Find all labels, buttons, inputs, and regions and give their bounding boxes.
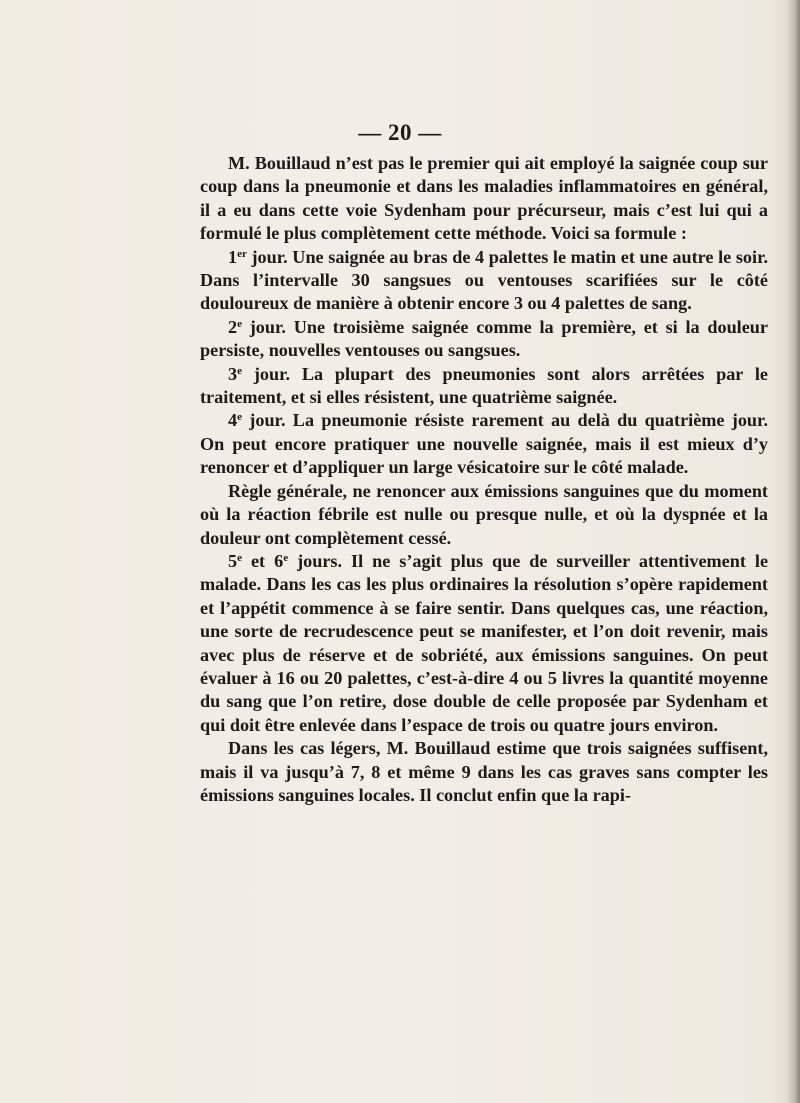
paragraph-text: jour. La pneumonie résiste rarement au delà du quatrième jour. On peut encore pratiquer une nouvelle saignée, mais il est mieux d’y renoncer et d’appliquer un large vésicatoire sur le côté malade.: [200, 410, 768, 478]
body-text: [200, 152, 768, 807]
day-number: 1: [228, 246, 238, 267]
page-number: — 20 —: [358, 120, 442, 145]
paragraph-text: jour. La plupart des pneumonies sont alors arrêtées par le traitement, et si elles résistent, une quatrième saignée.: [200, 363, 769, 408]
paragraph-text: jours. Il ne s’agit plus que de surveiller attentivement le malade. Dans les cas les plus ordinaires la résolution s’opère rapidement et l’appétit commence à se faire sentir. Dans quelques cas, une réaction, une sorte de recrudescence peut se manifester, et l’on doit revenir, mais avec plus de réserve et de sobriété, aux émissions sanguines. On peut évaluer à 16 ou 20 palettes, c’est-à-dire 4 ou 5 livres la quantité moyenne du sang que l’on retire, dose double de celle proposée par Sydenham et qui doit être enlevée dans l’espace de trois ou quatre jours environ.: [200, 550, 769, 735]
paragraph-conclusion: Dans les cas légers, M. Bouillaud estime que trois saignées suffisent, mais il va jusqu’à 7, 8 et même 9 dans les cas graves sans compter les émissions sanguines locales. Il conclut enfin que la rapi-: [200, 738, 768, 805]
ordinal-suffix: e: [237, 364, 242, 377]
paragraph-text: jour. Une troisième saignée comme la première, et si la douleur persiste, nouvelles ventouses ou sangsues.: [200, 316, 768, 361]
day-number: 4: [228, 410, 238, 431]
ordinal-suffix: e: [283, 551, 289, 564]
day-number: 5: [228, 550, 238, 571]
ordinal-suffix: e: [237, 317, 242, 330]
paragraph-days-5-6: [200, 550, 768, 737]
paragraph-general-rule: Règle générale, ne renoncer aux émissions sanguines que du moment où la réaction fébrile est nulle ou presque nulle, et où la dyspnée et la douleur ont complètement cessé.: [200, 480, 768, 548]
day-number: 6: [274, 550, 284, 571]
page-edge-shadow: [786, 0, 800, 1103]
day-number: 2: [228, 316, 238, 337]
ordinal-suffix: er: [237, 247, 247, 260]
paragraph-day-1: [200, 246, 768, 316]
paragraph-intro: M. Bouillaud n’est pas le premier qui ait employé la saignée coup sur coup dans la pneumonie et dans les maladies inflammatoires en général, il a eu dans cette voie Sydenham pour précurseur, mais c’est lui qui a formulé le plus complètement cette méthode. Voici sa formule :: [200, 153, 768, 244]
paragraph-day-4: [200, 409, 768, 479]
ordinal-suffix: e: [237, 411, 242, 424]
paragraph-day-2: [200, 316, 768, 363]
paragraph-day-3: [200, 363, 768, 410]
conjunction: et: [250, 550, 266, 571]
ordinal-suffix: e: [237, 551, 242, 564]
paragraph-text: jour. Une saignée au bras de 4 palettes le matin et une autre le soir. Dans l’intervalle 30 sangsues ou ventouses scarifiées sur le côté douloureux de manière à obtenir encore 3 ou 4 palettes de sang.: [200, 246, 769, 314]
day-number: 3: [228, 363, 238, 384]
